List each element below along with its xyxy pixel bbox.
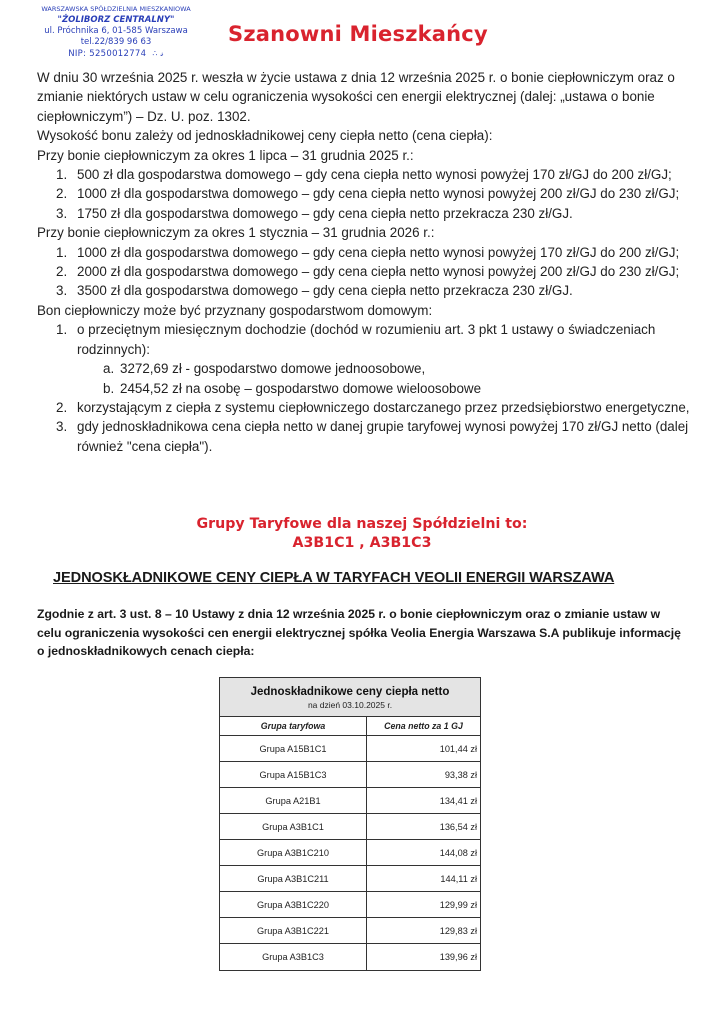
list-item bbox=[37, 262, 697, 281]
list-text: o przeciętnym miesięcznym dochodzie (dochód w rozumieniu art. 3 pkt 1 ustawy o świadczeniach rodzinnych): bbox=[77, 322, 656, 357]
list-text: 1000 zł dla gospodarstwa domowego – gdy cena ciepła netto wynosi powyżej 170 zł/GJ do 200 zł/GJ; bbox=[77, 244, 680, 260]
tariff-groups-notice bbox=[0, 515, 724, 553]
group-cell: Grupa A3B1C1 bbox=[220, 814, 367, 839]
cooperative-stamp bbox=[36, 4, 196, 60]
signature-mark-icon: ∴ 𝓈 bbox=[152, 49, 164, 58]
tariff-groups-values: A3B1C1 , A3B1C3 bbox=[292, 535, 432, 551]
table-row bbox=[220, 814, 480, 840]
table-row bbox=[220, 762, 480, 788]
eligibility-heading: Bon ciepłowniczy może być przyznany gospodarstwom domowym: bbox=[37, 302, 433, 318]
intro-paragraph: W dniu 30 września 2025 r. weszła w życie ustawa z dnia 12 września 2025 r. o bonie ciepłowniczym oraz o zmianie niektórych ustaw w celu ograniczenia wysokości cen energii elektrycznej (dalej: „ustawa o bonie ciepłowniczym”) – Dz. U. poz. 1302. bbox=[37, 70, 675, 124]
price-cell: 144,11 zł bbox=[440, 873, 477, 884]
list-item bbox=[37, 243, 697, 262]
stamp-line-name: WARSZAWSKA SPÓŁDZIELNIA MIESZKANIOWA bbox=[41, 5, 191, 13]
stamp-nip-text: NIP: 5250012774 bbox=[68, 49, 147, 59]
list-item bbox=[37, 417, 697, 456]
period-2025-heading: Przy bonie ciepłowniczym za okres 1 lipca – 31 grudnia 2025 r.: bbox=[37, 147, 414, 163]
table-title: Jednoskładnikowe ceny ciepła netto bbox=[250, 686, 450, 698]
legal-basis-paragraph: Zgodnie z art. 3 ust. 8 – 10 Ustawy z dnia 12 września 2025 r. o bonie ciepłowniczym oraz o zmianie ustaw w celu ograniczenia wysokości cen energii elektrycznej spółka Veolia Energia Warszawa S.A publikuje informację o jednoskładnikowych cenach ciepła: bbox=[37, 607, 681, 658]
price-cell: 93,38 zł bbox=[444, 769, 477, 780]
group-cell: Grupa A3B1C211 bbox=[220, 866, 367, 891]
price-cell: 136,54 zł bbox=[439, 821, 477, 832]
list-number: 2. bbox=[56, 186, 68, 202]
table-row bbox=[220, 918, 480, 944]
stamp-line-address: ul. Próchnika 6, 01-585 Warszawa bbox=[44, 26, 188, 36]
column-header-group: Grupa taryfowa bbox=[220, 717, 367, 735]
list-item bbox=[37, 398, 697, 417]
list-letter: a. bbox=[103, 361, 115, 377]
list-number: 1. bbox=[56, 167, 68, 183]
table-row bbox=[220, 892, 480, 918]
table-row bbox=[220, 736, 480, 762]
list-text: 2454,52 zł na osobę – gospodarstwo domowe wieloosobowe bbox=[120, 380, 482, 396]
list-item bbox=[37, 184, 697, 203]
sub-list-item bbox=[37, 359, 697, 378]
list-number: 3. bbox=[56, 419, 68, 435]
group-cell: Grupa A3B1C3 bbox=[220, 944, 367, 970]
stamp-line-cooperative: "ŻOLIBORZ CENTRALNY" bbox=[57, 15, 175, 25]
table-caption bbox=[220, 678, 480, 717]
section-heading: JEDNOSKŁADNIKOWE CENY CIEPŁA W TARYFACH VEOLII ENERGII WARSZAWA bbox=[53, 570, 615, 586]
document-body bbox=[37, 68, 697, 456]
table-row bbox=[220, 788, 480, 814]
list-item bbox=[37, 281, 697, 300]
list-text: gdy jednoskładnikowa cena ciepła netto w danej grupie taryfowej wynosi powyżej 170 zł/GJ netto (dalej również "cena ciepła"). bbox=[77, 419, 689, 454]
group-cell: Grupa A3B1C220 bbox=[220, 892, 367, 917]
tariff-groups-label: Grupy Taryfowe dla naszej Spółdzielni to: bbox=[196, 516, 528, 532]
group-cell: Grupa A15B1C1 bbox=[220, 736, 367, 761]
stamp-line-nip bbox=[36, 48, 196, 60]
group-cell: Grupa A3B1C210 bbox=[220, 840, 367, 865]
list-letter: b. bbox=[103, 380, 115, 396]
list-number: 1. bbox=[56, 322, 68, 338]
group-cell: Grupa A21B1 bbox=[220, 788, 367, 813]
list-number: 1. bbox=[56, 244, 68, 260]
table-date: na dzień 03.10.2025 r. bbox=[307, 700, 393, 710]
table-header-row bbox=[220, 717, 480, 736]
page-title: Szanowni Mieszkańcy bbox=[228, 22, 488, 46]
list-number: 2. bbox=[56, 399, 68, 415]
list-text: korzystającym z ciepła z systemu ciepłowniczego dostarczanego przez przedsiębiorstwo energetyczne, bbox=[77, 399, 690, 415]
period-2026-heading: Przy bonie ciepłowniczym za okres 1 stycznia – 31 grudnia 2026 r.: bbox=[37, 225, 435, 241]
price-cell: 134,41 zł bbox=[439, 795, 477, 806]
stamp-line-phone: tel.22/839 96 63 bbox=[80, 37, 152, 47]
list-item bbox=[37, 204, 697, 223]
list-number: 3. bbox=[56, 205, 68, 221]
list-item bbox=[37, 320, 697, 359]
column-header-price: Cena netto za 1 GJ bbox=[384, 721, 463, 731]
list-text: 3500 zł dla gospodarstwa domowego – gdy cena ciepła netto przekracza 230 zł/GJ. bbox=[77, 283, 573, 299]
bonus-dependency-text: Wysokość bonu zależy od jednoskładnikowej ceny ciepła netto (cena ciepła): bbox=[37, 128, 493, 144]
list-text: 500 zł dla gospodarstwa domowego – gdy cena ciepła netto wynosi powyżej 170 zł/GJ do 200 zł/GJ; bbox=[77, 167, 672, 183]
table-row bbox=[220, 866, 480, 892]
list-number: 3. bbox=[56, 283, 68, 299]
price-cell: 129,99 zł bbox=[439, 899, 477, 910]
list-item bbox=[37, 165, 697, 184]
list-text: 1750 zł dla gospodarstwa domowego – gdy cena ciepła netto przekracza 230 zł/GJ. bbox=[77, 205, 573, 221]
table-row bbox=[220, 944, 480, 970]
price-cell: 101,44 zł bbox=[439, 743, 477, 754]
price-cell: 144,08 zł bbox=[439, 847, 477, 858]
list-number: 2. bbox=[56, 264, 68, 280]
list-text: 2000 zł dla gospodarstwa domowego – gdy cena ciepła netto wynosi powyżej 200 zł/GJ do 230 zł/GJ; bbox=[77, 264, 680, 280]
sub-list-item bbox=[37, 379, 697, 398]
list-text: 1000 zł dla gospodarstwa domowego – gdy cena ciepła netto wynosi powyżej 200 zł/GJ do 230 zł/GJ; bbox=[77, 186, 680, 202]
table-row bbox=[220, 840, 480, 866]
price-cell: 139,96 zł bbox=[439, 952, 477, 962]
price-table bbox=[219, 677, 481, 971]
group-cell: Grupa A3B1C221 bbox=[220, 918, 367, 943]
group-cell: Grupa A15B1C3 bbox=[220, 762, 367, 787]
price-cell: 129,83 zł bbox=[439, 925, 477, 936]
list-text: 3272,69 zł - gospodarstwo domowe jednoosobowe, bbox=[120, 361, 426, 377]
